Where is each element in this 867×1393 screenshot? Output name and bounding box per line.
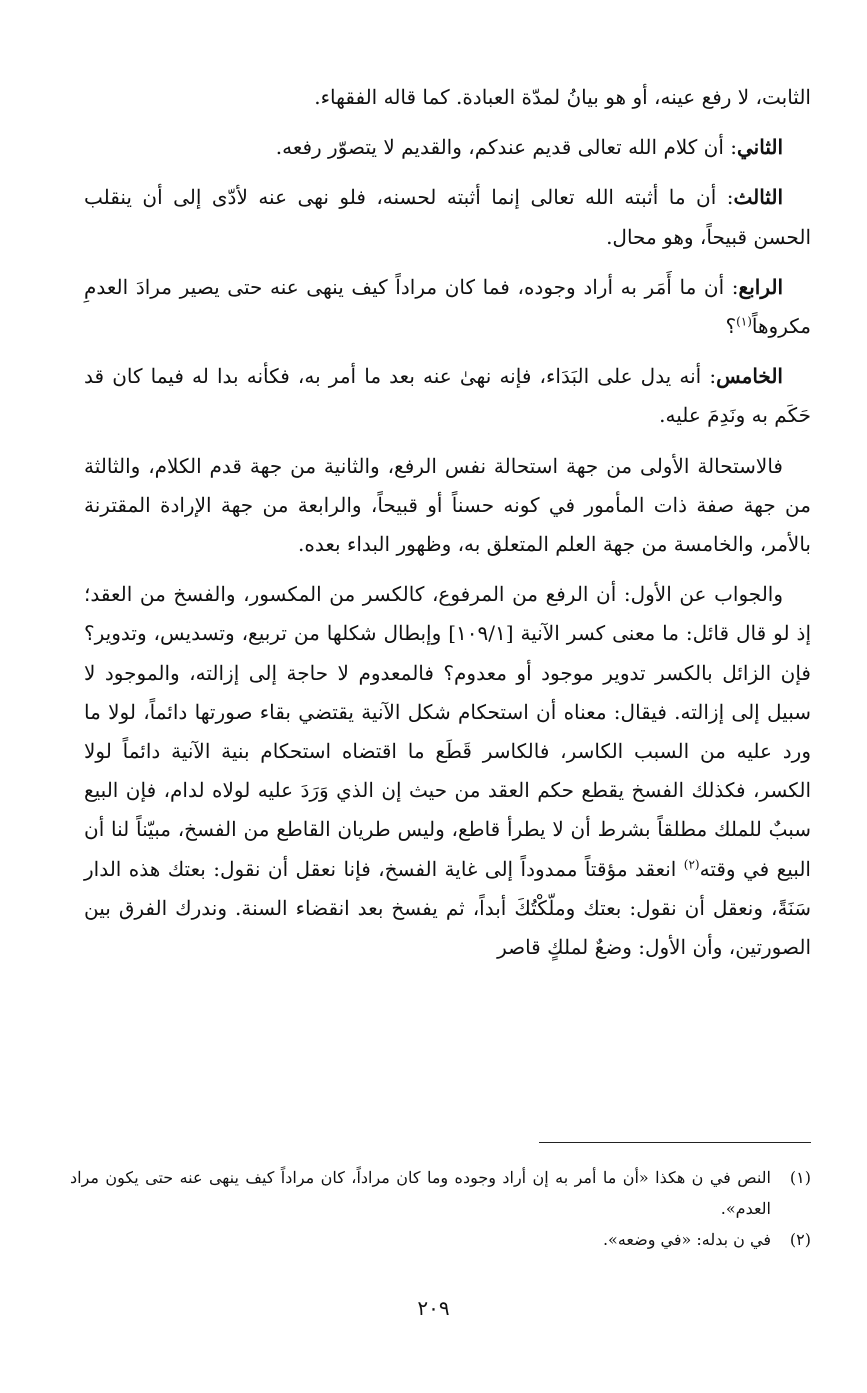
section-heading: الرابع [738, 274, 783, 299]
footnote-marker: (٢) [683, 857, 700, 871]
paragraph-7: والجواب عن الأول: أن الرفع من المرفوع، كالكسر من المكسور، والفسخ من العقد؛ إذ لو قال قائل: ما معنى كسر الآنية [١٠٩/١] وإبطال شكلها من تربيع، وتسديس، وتدوير؟ فإن الزائل بالكسر تدوير موجود أو معدوم؟ فالمعدوم لا حاجة إلى إزالته، والموجود لا سبيل إلى إزالته. فيقال: معناه أن استحكام شكل الآنية يقتضي بقاء صورتها دائماً، لولا ما ورد عليه من السبب الكاسر، فالكاسر قَطَع ما اقتضاه استحكام بنية الآنية دائماً لولا الكسر، فكذلك الفسخ يقطع حكم العقد من حيث إن الذي وَرَدَ عليه لولاه لدام، فإن البيع سببٌ للملك مطلقاً بشرط أن لا يطرأ قاطع، وليس طريان القاطع من الفسخ، مبيّناً لنا أن البيع في وقته$^{(٢)}$ انعقد مؤقتاً ممدوداً إلى غاية الفسخ، فإنا نعقل أن نقول: بعتك هذه الدار سَنَةً، ونعقل أن نقول: بعتك وملّكْتُكَ أبداً، ثم يفسخ بعد انقضاء السنة. وندرك الفرق بين الصورتين، وأن الأول: وضعٌ لملكٍ قاصر [84, 582, 811, 960]
paragraph-5: الخامس: أنه يدل على البَدَاء، فإنه نهىٰ عنه بعد ما أمر به، فكأنه بدا له فيما كان قد حَكَم به ونَدِمَ عليه. [84, 364, 811, 428]
paragraph-2: الثاني: أن كلام الله تعالى قديم عندكم، والقديم لا يتصوّر رفعه. [275, 135, 783, 160]
body-text [84, 78, 811, 978]
section-heading: الثاني [736, 135, 783, 160]
section-heading: الثالث [733, 185, 783, 210]
footnote [70, 1162, 811, 1224]
footnote-text: النص في ن هكذا «أن ما أمر به إن أراد وجوده وما كان مراداً، كان مراداً كيف ينهى عنه حتى يكون مراد العدم». [70, 1168, 772, 1218]
footnote-number: (٢) [789, 1230, 811, 1249]
footnote-divider [539, 1142, 811, 1143]
footnote-text: في ن بدله: «في وضعه». [602, 1230, 771, 1249]
footnotes [70, 1162, 811, 1255]
section-heading: الخامس [716, 364, 783, 389]
paragraph-3: الثالث: أن ما أثبته الله تعالى إنما أثبته لحسنه، فلو نهى عنه لأدّى إلى أن ينقلب الحسن قبيحاً، وهو محال. [84, 185, 811, 249]
footnote-number: (١) [789, 1168, 811, 1187]
paragraph-6: فالاستحالة الأولى من جهة استحالة نفس الرفع، والثانية من جهة قدم الكلام، والثالثة من جهة صفة ذات المأمور في كونه حسناً أو قبيحاً، والرابعة من جهة الإرادة المقترنة بالأمر، والخامسة من جهة العلم المتعلق به، وظهور البداء بعده. [84, 453, 811, 557]
footnote [70, 1224, 811, 1255]
page-number: ٢٠٩ [417, 1296, 450, 1320]
footnote-marker: (١) [736, 314, 752, 329]
paragraph-1: الثابت، لا رفع عينه، أو هو بيانُ لمدّة العبادة. كما قاله الفقهاء. [314, 85, 811, 109]
paragraph-4: الرابع: أن ما أَمَر به أراد وجوده، فما كان مراداً كيف ينهى عنه حتى يصير مرادَ العدمِ مكروهاً$^{(١)}$؟ [84, 274, 811, 339]
